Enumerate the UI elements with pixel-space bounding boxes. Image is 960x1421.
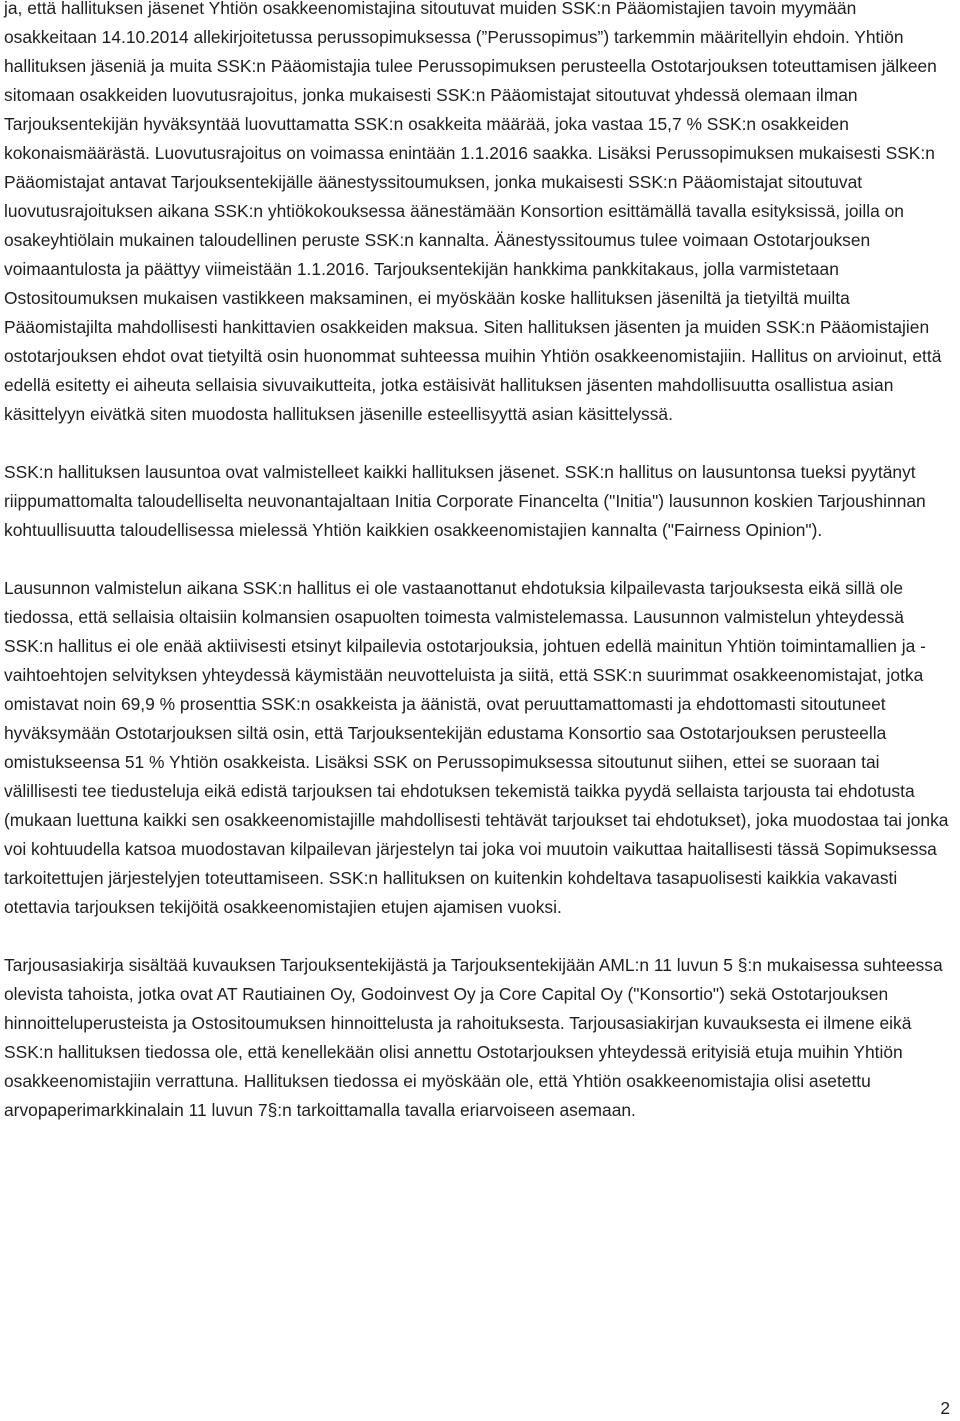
paragraph-statement-preparation: SSK:n hallituksen lausuntoa ovat valmistelleet kaikki hallituksen jäsenet. SSK:n hallitus on lausuntonsa tueksi pyytänyt riippumattomalta taloudelliselta neuvonantajaltaan Initia Corporate Financelta ("Initia") lausunnon koskien Tarjoushinnan kohtuullisuutta taloudellisessa mielessä Yhtiön kaikkien osakkeenomistajien kannalta ("Fairness Opinion"). bbox=[4, 462, 926, 540]
paragraph-offer-document: Tarjousasiakirja sisältää kuvauksen Tarjouksentekijästä ja Tarjouksentekijään AML:n 11 luvun 5 §:n mukaisessa suhteessa olevista tahoista, jotka ovat AT Rautiainen Oy, Godoinvest Oy ja Core Capital Oy ("Konsortio") sekä Ostotarjouksen hinnoitteluperusteista ja Ostositoumuksen hinnoittelusta ja rahoituksesta. Tarjousasiakirjan kuvauksesta ei ilmene eikä SSK:n hallituksen tiedossa ole, että kenellekään olisi annettu Ostotarjouksen yhteydessä erityisiä etuja muihin Yhtiön osakkeenomistajiin verrattuna. Hallituksen tiedossa ei myöskään ole, että Yhtiön osakkeenomistajia olisi asetettu arvopaperimarkkinalain 11 luvun 7§:n tarkoittamalla tavalla eriarvoiseen asemaan. bbox=[4, 955, 943, 1120]
paragraph-board-commitments: ja, että hallituksen jäsenet Yhtiön osakkeenomistajina sitoutuvat muiden SSK:n Pääomistajien tavoin myymään osakkeitaan 14.10.2014 allekirjoitetussa perussopimuksessa (”Perussopimus”) tarkemmin määritellyin ehdoin. Yhtiön hallituksen jäseniä ja muita SSK:n Pääomistajia tulee Perussopimuksen perusteella Ostotarjouksen toteuttamisen jälkeen sitomaan osakkeiden luovutusrajoitus, jonka mukaisesti SSK:n Pääomistajat sitoutuvat yhdessä olemaan ilman Tarjouksentekijän hyväksyntää luovuttamatta SSK:n osakkeita määrää, joka vastaa 15,7 % SSK:n osakkeiden kokonaismäärästä. Luovutusrajoitus on voimassa enintään 1.1.2016 saakka. Lisäksi Perussopimuksen mukaisesti SSK:n Pääomistajat antavat Tarjouksentekijälle äänestyssitoumuksen, jonka mukaisesti SSK:n Pääomistajat sitoutuvat luovutusrajoituksen aikana SSK:n yhtiökokouksessa äänestämään Konsortion esittämällä tavalla esityksissä, joilla on osakeyhtiölain mukainen taloudellinen peruste SSK:n kannalta. Äänestyssitoumus tulee voimaan Ostotarjouksen voimaantulosta ja päättyy viimeistään 1.1.2016. Tarjouksentekijän hankkima pankkitakaus, jolla varmistetaan Ostositoumuksen mukaisen vastikkeen maksaminen, ei myöskään koske hallituksen jäseniltä ja tietyiltä muilta Pääomistajilta mahdollisesti hankittavien osakkeiden maksua. Siten hallituksen jäsenten ja muiden SSK:n Pääomistajien ostotarjouksen ehdot ovat tietyiltä osin huonommat suhteessa muihin Yhtiön osakkeenomistajiin. Hallitus on arvioinut, että edellä esitetty ei aiheuta sellaisia sivuvaikutteita, jotka estäisivät hallituksen jäsenten mahdollisuutta osallistua asian käsittelyyn eivätkä siten muodosta hallituksen jäsenille esteellisyyttä asian käsittelyssä. bbox=[4, 0, 942, 424]
paragraph-competing-offers: Lausunnon valmistelun aikana SSK:n hallitus ei ole vastaanottanut ehdotuksia kilpailevasta tarjouksesta eikä sillä ole tiedossa, että sellaisia oltaisiin kolmansien osapuolten toimesta valmistelemassa. Lausunnon valmistelun yhteydessä SSK:n hallitus ei ole enää aktiivisesti etsinyt kilpailevia ostotarjouksia, johtuen edellä mainitun Yhtiön toimintamallien ja -vaihtoehtojen selvityksen yhteydessä käymistään neuvotteluista ja siitä, että SSK:n suurimmat osakkeenomistajat, jotka omistavat noin 69,9 % prosenttia SSK:n osakkeista ja äänistä, ovat peruuttamattomasti ja ehdottomasti sitoutuneet hyväksymään Ostotarjouksen siltä osin, että Tarjouksentekijän edustama Konsortio saa Ostotarjouksen perusteella omistukseensa 51 % Yhtiön osakkeista. Lisäksi SSK on Perussopimuksessa sitoutunut siihen, ettei se suoraan tai välillisesti tee tiedusteluja eikä edistä tarjouksen tai ehdotuksen tekemistä taikka pyydä sellaista tarjousta tai ehdotusta (mukaan luettuna kaikki sen osakkeenomistajille mahdollisesti tehtävät tarjoukset tai ehdotukset), joka muodostaa tai jonka voi kohtuudella katsoa muodostavan kilpailevan järjestelyn tai joka voi muutoin vaikuttaa haitallisesti tässä Sopimuksessa tarkoitettujen järjestelyjen toteuttamiseen. SSK:n hallituksen on kuitenkin kohdeltava tasapuolisesti kaikkia vakavasti otettavia tarjouksen tekijöitä osakkeenomistajien etujen ajamisen vuoksi. bbox=[4, 578, 949, 917]
page-number: 2 bbox=[940, 1398, 950, 1418]
document-body bbox=[4, 0, 950, 1125]
